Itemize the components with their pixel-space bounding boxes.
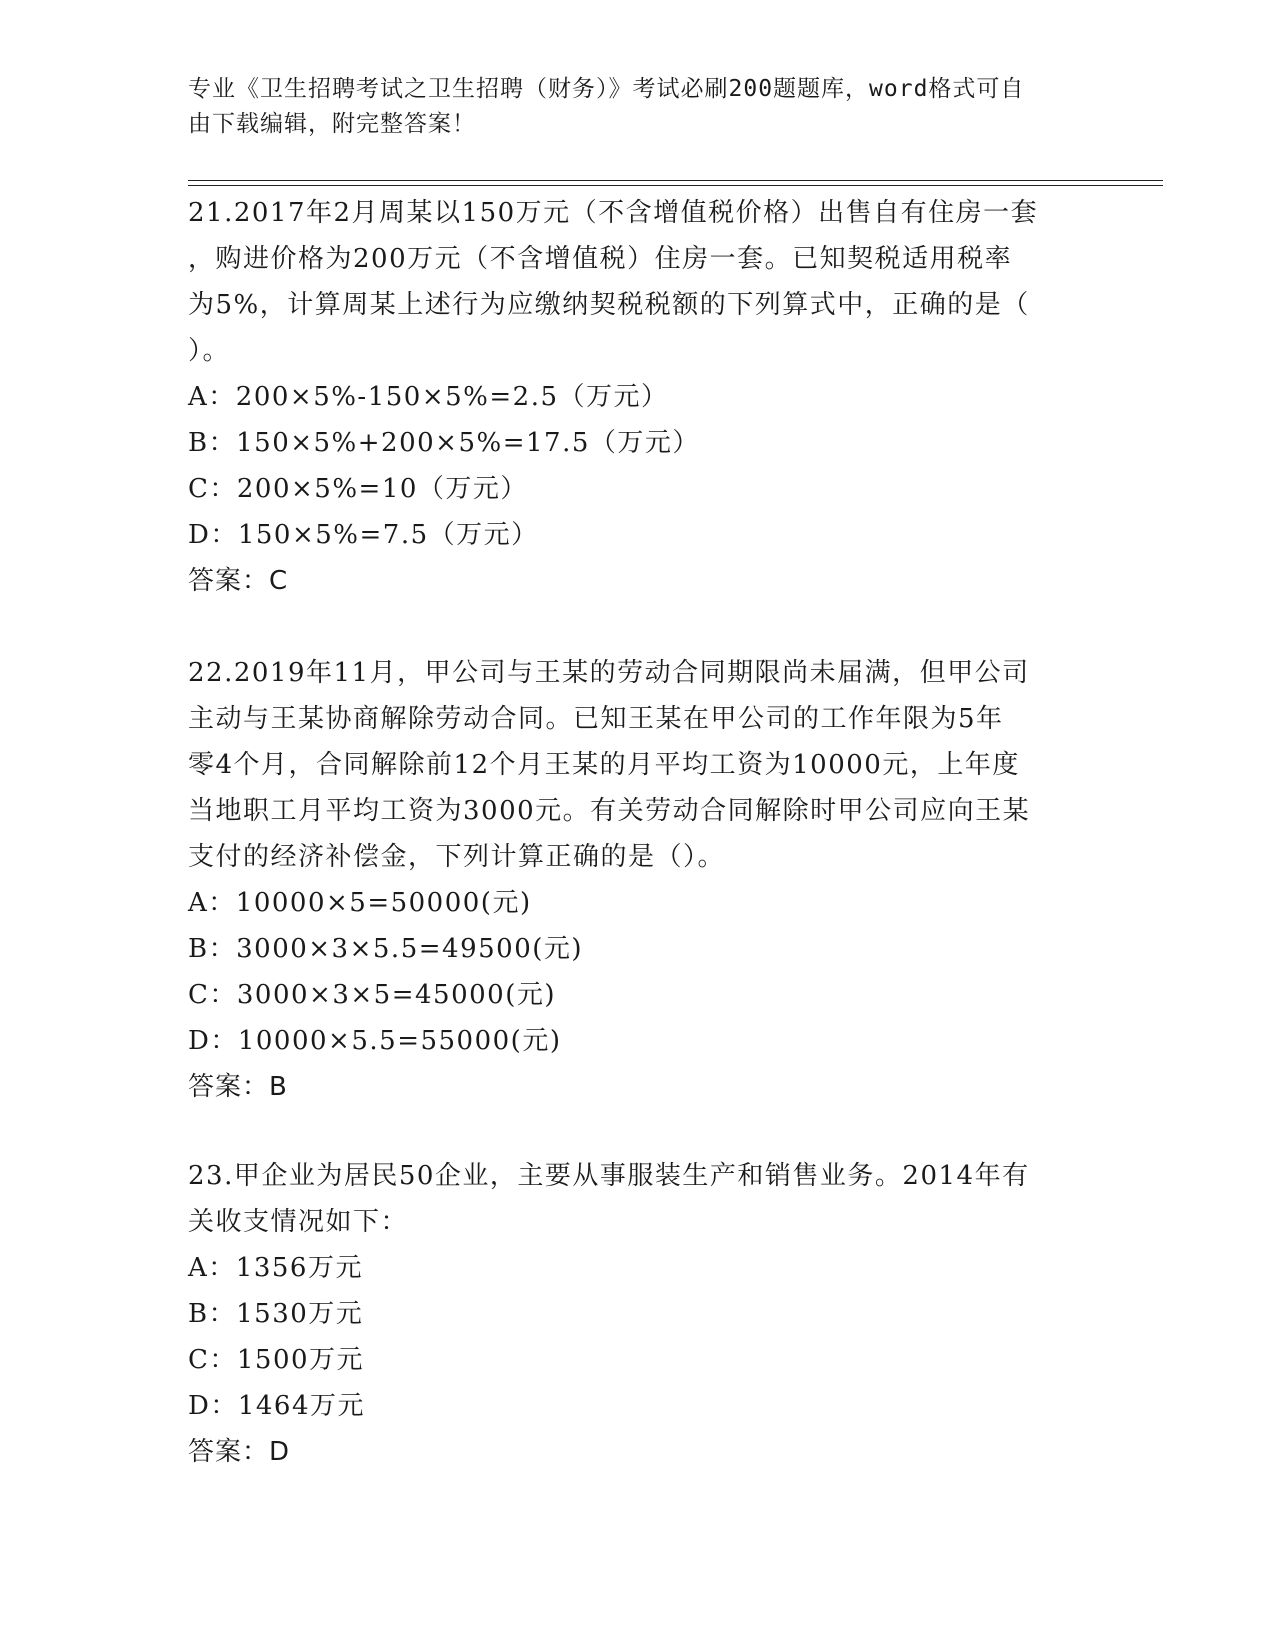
question-stem-line: 为5%，计算周某上述行为应缴纳契税税额的下列算式中，正确的是（ [188,290,1030,320]
question-stem-line: 主动与王某协商解除劳动合同。已知王某在甲公司的工作年限为5年 [188,704,1004,734]
header-line: 专业《卫生招聘考试之卫生招聘（财务）》考试必刷200题题库，word格式可自 [188,76,1025,102]
question-stem-line: ）。 [188,336,231,366]
header-line: 由下载编辑，附完整答案！ [188,111,476,137]
option-b: B：3000×3×5.5=49500(元) [188,934,584,964]
question-stem-line: ，购进价格为200万元（不含增值税）住房一套。已知契税适用税率 [188,244,1013,274]
answer: 答案：C [188,566,289,596]
question-stem-line: 当地职工月平均工资为3000元。有关劳动合同解除时甲公司应向王某 [188,796,1031,826]
document-header [188,72,1068,142]
question-21 [188,190,1088,604]
option-c: C：1500万元 [188,1345,365,1375]
option-d: D：10000×5.5=55000(元) [188,1026,562,1056]
option-d: D：150×5%=7.5（万元） [188,520,539,550]
header-divider [188,185,1163,186]
question-23 [188,1153,1088,1475]
option-a: A：10000×5=50000(元) [188,888,532,918]
option-b: B：1530万元 [188,1299,364,1329]
option-d: D：1464万元 [188,1391,366,1421]
answer: 答案：B [188,1072,288,1102]
answer: 答案：D [188,1437,291,1467]
question-stem-line: 零4个月，合同解除前12个月王某的月平均工资为10000元，上年度 [188,750,1020,780]
question-stem-line: 23.甲企业为居民50企业，主要从事服装生产和销售业务。2014年有 [188,1161,1030,1191]
question-stem-line: 21.2017年2月周某以150万元（不含增值税价格）出售自有住房一套 [188,198,1039,228]
option-b: B：150×5%+200×5%=17.5（万元） [188,428,700,458]
option-c: C：3000×3×5=45000(元) [188,980,556,1010]
option-a: A：1356万元 [188,1253,363,1283]
question-stem-line: 关收支情况如下： [188,1207,409,1237]
question-22 [188,650,1088,1110]
option-c: C：200×5%=10（万元） [188,474,528,504]
question-stem-line: 22.2019年11月，甲公司与王某的劳动合同期限尚未届满，但甲公司 [188,658,1030,688]
option-a: A：200×5%-150×5%=2.5（万元） [188,382,669,412]
question-stem-line: 支付的经济补偿金，下列计算正确的是（）。 [188,842,726,872]
header-divider [188,180,1163,181]
